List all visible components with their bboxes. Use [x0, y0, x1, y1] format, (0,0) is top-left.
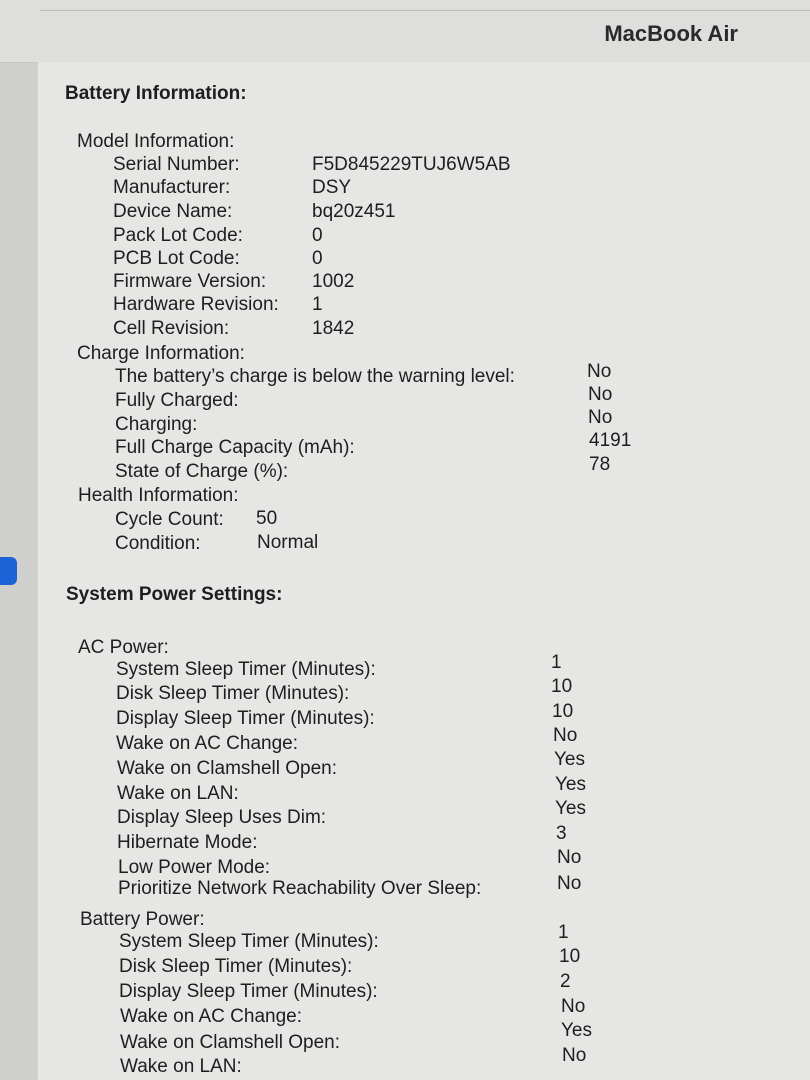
ac-display-sleep-value: 10	[552, 701, 574, 722]
bat-display-sleep-label: Display Sleep Timer (Minutes):	[119, 981, 378, 1002]
ac-system-sleep-label: System Sleep Timer (Minutes):	[116, 659, 376, 680]
health-info-title: Health Information:	[78, 485, 239, 506]
device-name-value: bq20z451	[312, 201, 396, 222]
fully-charged-label: Fully Charged:	[115, 390, 239, 411]
ac-low-power-mode-value: No	[557, 847, 582, 868]
pcb-lot-code-label: PCB Lot Code:	[113, 248, 240, 269]
bat-display-sleep-value: 2	[560, 971, 571, 992]
pack-lot-code-label: Pack Lot Code:	[113, 225, 243, 246]
ac-wake-ac-change-label: Wake on AC Change:	[116, 733, 299, 754]
ac-network-reachability-label: Prioritize Network Reachability Over Sleep:	[118, 878, 482, 899]
title-bar	[0, 0, 810, 63]
pcb-lot-code-value: 0	[312, 248, 323, 269]
ac-disk-sleep-label: Disk Sleep Timer (Minutes):	[116, 683, 350, 704]
device-name-label: Device Name:	[113, 201, 233, 222]
power-settings-heading: System Power Settings:	[66, 584, 283, 605]
manufacturer-value: DSY	[312, 177, 352, 198]
ac-hibernate-mode-label: Hibernate Mode:	[117, 832, 258, 853]
cycle-count-label: Cycle Count:	[115, 509, 224, 530]
bat-disk-sleep-value: 10	[559, 946, 581, 967]
ac-display-dim-label: Display Sleep Uses Dim:	[117, 807, 327, 828]
bat-wake-clamshell-label: Wake on Clamshell Open:	[120, 1032, 341, 1053]
hardware-revision-label: Hardware Revision:	[113, 294, 279, 315]
bat-system-sleep-value: 1	[558, 922, 569, 943]
sidebar-strip	[0, 0, 39, 1080]
ac-power-title: AC Power:	[78, 637, 169, 658]
fully-charged-value: No	[588, 384, 613, 405]
charging-value: No	[588, 407, 613, 428]
charging-label: Charging:	[115, 414, 198, 435]
ac-wake-lan-label: Wake on LAN:	[117, 783, 239, 804]
full-charge-capacity-value: 4191	[589, 430, 632, 451]
bat-wake-lan-value: No	[562, 1045, 587, 1066]
title-bar-divider	[40, 10, 810, 11]
condition-label: Condition:	[115, 533, 201, 554]
ac-low-power-mode-label: Low Power Mode:	[118, 857, 271, 878]
ac-network-reachability-value: No	[557, 873, 582, 894]
ac-wake-ac-change-value: No	[553, 725, 578, 746]
ac-system-sleep-value: 1	[551, 652, 562, 673]
warning-level-value: No	[587, 361, 612, 382]
cycle-count-value: 50	[256, 508, 278, 529]
window-title: MacBook Air	[604, 21, 738, 46]
bat-disk-sleep-label: Disk Sleep Timer (Minutes):	[119, 956, 353, 977]
bat-wake-ac-change-label: Wake on AC Change:	[120, 1006, 303, 1027]
bat-wake-lan-label: Wake on LAN:	[120, 1056, 242, 1077]
ac-display-sleep-label: Display Sleep Timer (Minutes):	[116, 708, 375, 729]
cell-revision-value: 1842	[312, 318, 355, 339]
bat-wake-ac-change-value: No	[561, 996, 586, 1017]
serial-number-value: F5D845229TUJ6W5AB	[312, 154, 511, 175]
hardware-revision-value: 1	[312, 294, 323, 315]
condition-value: Normal	[257, 532, 319, 553]
sidebar-selection-indicator[interactable]	[0, 557, 17, 585]
ac-wake-lan-value: Yes	[555, 774, 586, 795]
battery-info-heading: Battery Information:	[65, 83, 247, 104]
firmware-version-label: Firmware Version:	[113, 271, 267, 292]
pack-lot-code-value: 0	[312, 225, 323, 246]
ac-wake-clamshell-value: Yes	[554, 749, 585, 770]
ac-hibernate-mode-value: 3	[556, 823, 567, 844]
ac-display-dim-value: Yes	[555, 798, 586, 819]
serial-number-label: Serial Number:	[113, 154, 240, 175]
ac-disk-sleep-value: 10	[551, 676, 573, 697]
bat-wake-clamshell-value: Yes	[561, 1020, 592, 1041]
full-charge-capacity-label: Full Charge Capacity (mAh):	[115, 437, 355, 458]
warning-level-label: The battery’s charge is below the warning level:	[115, 366, 515, 387]
model-info-title: Model Information:	[77, 131, 235, 152]
charge-info-title: Charge Information:	[77, 343, 245, 364]
firmware-version-value: 1002	[312, 271, 355, 292]
manufacturer-label: Manufacturer:	[113, 177, 231, 198]
state-of-charge-value: 78	[589, 454, 611, 475]
cell-revision-label: Cell Revision:	[113, 318, 230, 339]
state-of-charge-label: State of Charge (%):	[115, 461, 289, 482]
ac-wake-clamshell-label: Wake on Clamshell Open:	[117, 758, 338, 779]
battery-power-title: Battery Power:	[80, 909, 205, 930]
bat-system-sleep-label: System Sleep Timer (Minutes):	[119, 931, 379, 952]
